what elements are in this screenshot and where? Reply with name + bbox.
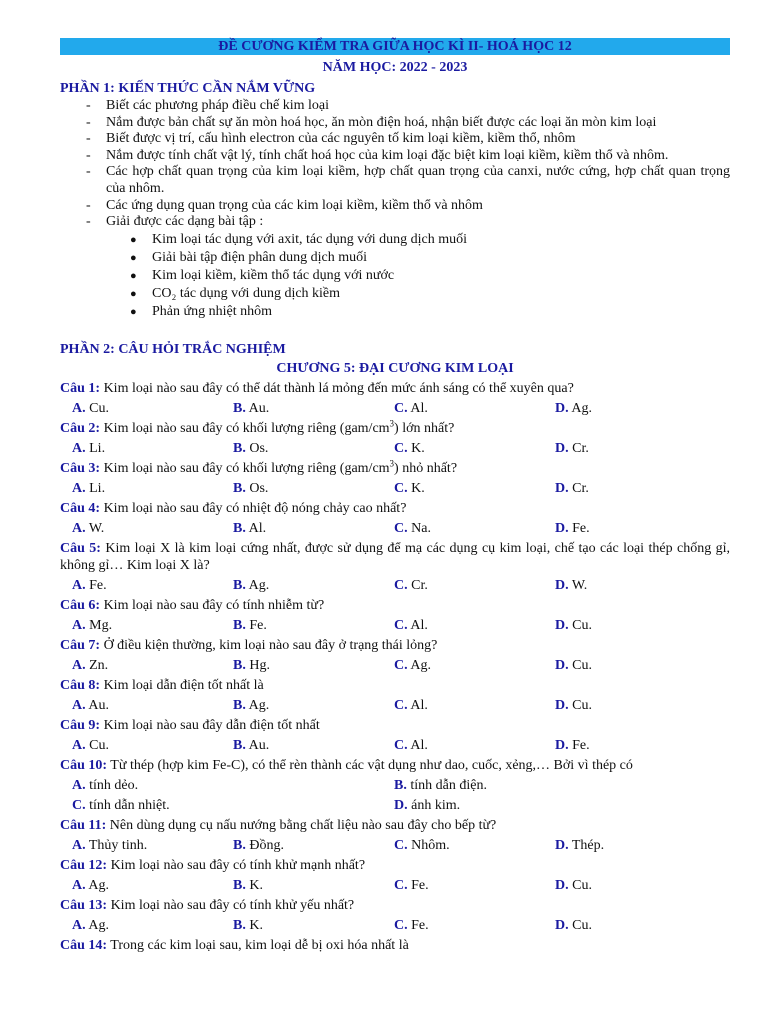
option-b: B. K. [233, 917, 263, 933]
list-item: ● Phản ứng nhiệt nhôm [130, 303, 272, 319]
question-1: Câu 1: Kim loại nào sau đây có thể dát thành lá mỏng đến mức ánh sáng có thể xuyên qua? [60, 380, 574, 396]
list-item: ● Kim loại tác dụng với axit, tác dụng với dung dịch muối [130, 231, 467, 247]
option-c: C. K. [394, 480, 425, 496]
chapter-heading: CHƯƠNG 5: ĐẠI CƯƠNG KIM LOẠI [276, 360, 514, 376]
options-11 [60, 837, 730, 854]
part2-heading: PHẦN 2: CÂU HỎI TRẮC NGHIỆM [60, 341, 286, 357]
option-a: A. W. [72, 520, 105, 536]
option-c: C. Fe. [394, 917, 429, 933]
options-7 [60, 657, 730, 674]
option-b: B. Os. [233, 480, 269, 496]
option-d: D. Fe. [555, 520, 590, 536]
option-c: C. Ag. [394, 657, 431, 673]
options-10-row2 [60, 797, 730, 814]
option-a: A. tính dẻo. [72, 777, 139, 793]
option-b: B. Al. [233, 520, 267, 536]
question-2: Câu 2: Kim loại nào sau đây có khối lượng riêng $(gam/cm^3)$ lớn nhất? [60, 418, 455, 436]
options-5 [60, 577, 730, 594]
options-8 [60, 697, 730, 714]
bullet-icon: ● [130, 305, 137, 318]
list-item: - Biết các phương pháp điều chế kim loại [86, 98, 329, 113]
list-item: - Các hợp chất quan trọng của kim loại kiềm, hợp chất quan trọng của canxi, nước cứng, hợp chất quan trọng của nhôm. [86, 164, 730, 196]
options-2 [60, 440, 730, 457]
option-a: A. Cu. [72, 400, 109, 416]
list-item: - Giải được các dạng bài tập : [86, 214, 264, 230]
list-item: ● Kim loại kiềm, kiềm thổ tác dụng với nước [130, 267, 395, 283]
question-10: Câu 10: Từ thép (hợp kim Fe-C), có thể rèn thành các vật dụng như dao, cuốc, xẻng,… Bởi vì thép có [60, 757, 633, 773]
option-b: B. Hg. [233, 657, 270, 673]
option-c: C. K. [394, 440, 425, 456]
option-a: A. Thủy tinh. [72, 837, 148, 853]
option-b: B. tính dẫn điện. [394, 777, 487, 793]
option-c: C. tính dẫn nhiệt. [72, 797, 170, 813]
option-a: A. Zn. [72, 657, 109, 673]
option-c: C. Cr. [394, 577, 428, 593]
options-4 [60, 520, 730, 537]
options-13 [60, 917, 730, 934]
question-3: Câu 3: Kim loại nào sau đây có khối lượng riêng $(gam/cm^3)$ nhỏ nhất? [60, 458, 458, 476]
question-6: Câu 6: Kim loại nào sau đây có tính nhiễm từ? [60, 597, 325, 613]
options-9 [60, 737, 730, 754]
option-d: D. Cu. [555, 917, 592, 933]
options-1 [60, 400, 730, 417]
exercise-types-list [60, 231, 730, 321]
option-c: C. Al. [394, 400, 428, 416]
list-item: ● Giải bài tập điện phân dung dịch muối [130, 249, 368, 265]
option-c: C. Nhôm. [394, 837, 450, 853]
option-a: A. Au. [72, 697, 109, 713]
option-b: B. Au. [233, 400, 270, 416]
option-a: A. Cu. [72, 737, 109, 753]
question-4: Câu 4: Kim loại nào sau đây có nhiệt độ nóng chảy cao nhất? [60, 500, 407, 516]
option-d: D. ánh kim. [394, 797, 461, 813]
option-b: B. Au. [233, 737, 270, 753]
option-b: B. Ag. [233, 577, 270, 593]
knowledge-list [60, 98, 730, 231]
option-c: C. Al. [394, 697, 428, 713]
options-10-row1 [60, 777, 730, 794]
question-14: Câu 14: Trong các kim loại sau, kim loại dễ bị oxi hóa nhất là [60, 937, 409, 953]
option-a: A. Mg. [72, 617, 113, 633]
options-3 [60, 480, 730, 497]
option-d: D. Cu. [555, 877, 592, 893]
options-6 [60, 617, 730, 634]
list-item: - Nắm được tính chất vật lý, tính chất hoá học của kim loại đặc biệt kim loại kiềm, kiềm thổ và nhôm. [86, 147, 669, 163]
option-b: B. Đồng. [233, 837, 284, 853]
bullet-icon: ● [130, 269, 137, 282]
option-d: D. Cr. [555, 480, 589, 496]
option-d: D. Cr. [555, 440, 589, 456]
bullet-icon: ● [130, 251, 137, 264]
question-8: Câu 8: Kim loại dẫn điện tốt nhất là [60, 677, 264, 693]
option-d: D. Ag. [555, 400, 592, 416]
school-year: NĂM HỌC: 2022 - 2023 [322, 60, 468, 75]
options-12 [60, 877, 730, 894]
question-9: Câu 9: Kim loại nào sau đây dẫn điện tốt nhất [60, 717, 320, 733]
bullet-icon: ● [130, 233, 137, 246]
option-a: A. Li. [72, 480, 106, 496]
question-11: Câu 11: Nên dùng dụng cụ nấu nướng bằng chất liệu nào sau đây cho bếp từ? [60, 817, 497, 833]
question-5: Câu 5: Kim loại X là kim loại cứng nhất, được sử dụng để mạ các dụng cụ kim loại, chế tạo các loại thép chống gỉ, không gỉ… Kim loại X là? [60, 540, 730, 573]
document-title: ĐỀ CƯƠNG KIỂM TRA GIỮA HỌC KÌ II- HOÁ HỌC 12 [60, 38, 730, 55]
option-c: C. Al. [394, 737, 428, 753]
document-page [60, 38, 730, 954]
question-7: Câu 7: Ở điều kiện thường, kim loại nào sau đây ở trạng thái lỏng? [60, 637, 438, 653]
option-d: D. W. [555, 577, 588, 593]
option-a: A. Li. [72, 440, 106, 456]
option-d: D. Thép. [555, 837, 605, 853]
list-item: ● CO₂ tác dụng với dung dịch kiềm [130, 285, 341, 301]
bullet-icon: ● [130, 287, 137, 300]
option-a: A. Ag. [72, 877, 109, 893]
option-c: C. Fe. [394, 877, 429, 893]
option-d: D. Cu. [555, 697, 592, 713]
list-item: - Các ứng dụng quan trọng của các kim loại kiềm, kiềm thổ và nhôm [86, 197, 483, 213]
option-d: D. Cu. [555, 617, 592, 633]
part1-heading: PHẦN 1: KIẾN THỨC CẦN NẮM VỮNG [60, 81, 316, 96]
option-c: C. Na. [394, 520, 431, 536]
option-d: D. Fe. [555, 737, 590, 753]
option-a: A. Ag. [72, 917, 109, 933]
option-a: A. Fe. [72, 577, 107, 593]
question-12: Câu 12: Kim loại nào sau đây có tính khử mạnh nhất? [60, 857, 366, 873]
option-b: B. Os. [233, 440, 269, 456]
list-item: - Biết được vị trí, cấu hình electron của các nguyên tố kim loại kiềm, kiềm thổ, nhôm [86, 131, 576, 147]
option-b: B. Ag. [233, 697, 270, 713]
option-b: B. K. [233, 877, 263, 893]
option-c: C. Al. [394, 617, 428, 633]
list-item: - Nắm được bản chất sự ăn mòn hoá học, ăn mòn điện hoá, nhận biết được các loại ăn mòn kim loại [86, 114, 657, 130]
option-b: B. Fe. [233, 617, 267, 633]
question-13: Câu 13: Kim loại nào sau đây có tính khử yếu nhất? [60, 897, 355, 913]
option-d: D. Cu. [555, 657, 592, 673]
